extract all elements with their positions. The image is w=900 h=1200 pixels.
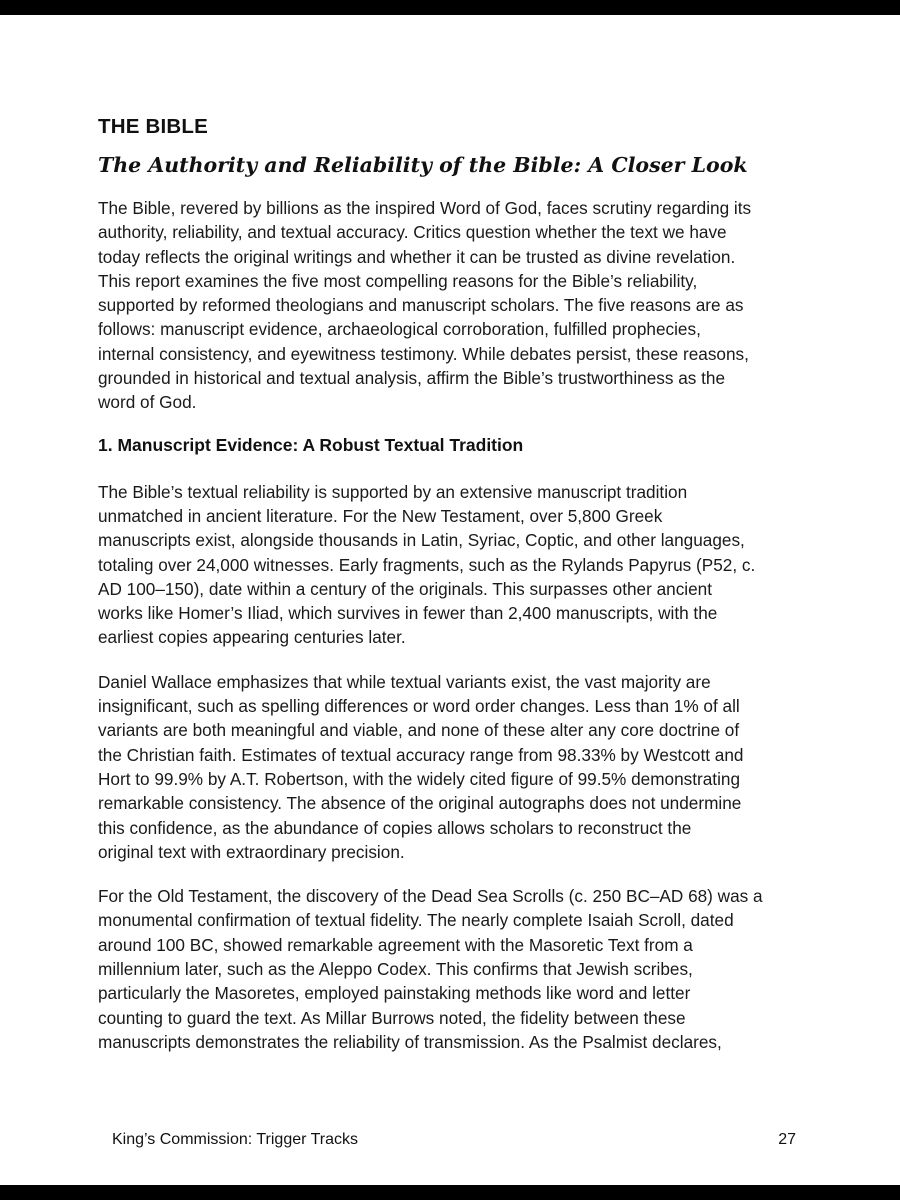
text-line: This report examines the five most compelling reasons for the Bible’s reliability,	[98, 270, 698, 291]
text-line: remarkable consistency. The absence of the original autographs does not undermine	[98, 793, 742, 814]
page-content	[98, 113, 810, 1054]
text-line: monumental confirmation of textual fidelity. The nearly complete Isaiah Scroll, dated	[98, 910, 734, 931]
text-line: unmatched in ancient literature. For the New Testament, over 5,800 Greek	[98, 505, 663, 526]
text-line: Hort to 99.9% by A.T. Robertson, with the widely cited figure of 99.5% demonstrating	[98, 768, 741, 789]
text-line: follows: manuscript evidence, archaeological corroboration, fulfilled prophecies,	[98, 319, 701, 340]
body-paragraph-2	[98, 670, 810, 864]
text-line: original text with extraordinary precision.	[98, 841, 405, 862]
bottom-black-bar	[0, 1185, 900, 1200]
body-paragraph-3	[98, 884, 810, 1054]
text-line: totaling over 24,000 witnesses. Early fragments, such as the Rylands Papyrus (P52, c.	[98, 554, 756, 575]
document-page[interactable]	[0, 15, 900, 1185]
text-line: authority, reliability, and textual accuracy. Critics question whether the text we have	[98, 222, 727, 243]
text-line: particularly the Masoretes, employed painstaking methods like word and letter	[98, 983, 691, 1004]
text-line: The Bible, revered by billions as the inspired Word of God, faces scrutiny regarding its	[98, 198, 752, 218]
text-line: word of God.	[98, 392, 197, 413]
text-line: AD 100–150), date within a century of the originals. This surpasses other ancient	[98, 578, 713, 599]
text-line: The Bible’s textual reliability is supported by an extensive manuscript tradition	[98, 481, 688, 502]
text-line: Daniel Wallace emphasizes that while textual variants exist, the vast majority are	[98, 671, 711, 692]
document-title: The Authority and Reliability of the Bible: A Closer Look	[98, 153, 748, 177]
text-line: grounded in historical and textual analysis, affirm the Bible’s trustworthiness as the	[98, 368, 726, 389]
text-line: the Christian faith. Estimates of textual accuracy range from 98.33% by Westcott and	[98, 744, 744, 765]
text-line: manuscripts exist, alongside thousands in Latin, Syriac, Coptic, and other languages,	[98, 530, 745, 551]
text-line: millennium later, such as the Aleppo Codex. This confirms that Jewish scribes,	[98, 959, 693, 980]
text-line: internal consistency, and eyewitness testimony. While debates persist, these reasons,	[98, 343, 749, 364]
text-line: around 100 BC, showed remarkable agreement with the Masoretic Text from a	[98, 934, 693, 955]
text-line: supported by reformed theologians and manuscript scholars. The five reasons are as	[98, 295, 744, 316]
text-line: For the Old Testament, the discovery of the Dead Sea Scrolls (c. 250 BC–AD 68) was a	[98, 886, 763, 907]
text-line: variants are both meaningful and viable, and none of these alter any core doctrine of	[98, 720, 740, 741]
text-line: this confidence, as the abundance of copies allows scholars to reconstruct the	[98, 817, 692, 838]
section-label: THE BIBLE	[98, 115, 208, 138]
text-line: insignificant, such as spelling differences or word order changes. Less than 1% of all	[98, 696, 740, 717]
footer-page-number: 27	[778, 1131, 796, 1148]
intro-paragraph	[98, 196, 810, 415]
text-line: counting to guard the text. As Millar Burrows noted, the fidelity between these	[98, 1007, 686, 1028]
top-black-bar	[0, 0, 900, 15]
footer-publication-title: King’s Commission: Trigger Tracks	[112, 1131, 358, 1148]
text-line: today reflects the original writings and whether it can be trusted as divine revelation.	[98, 246, 736, 267]
text-line: manuscripts demonstrates the reliability of transmission. As the Psalmist declares,	[98, 1031, 722, 1052]
text-line: works like Homer’s Iliad, which survives in fewer than 2,400 manuscripts, with the	[98, 603, 718, 624]
body-paragraph-1	[98, 480, 810, 650]
text-line: earliest copies appearing centuries later.	[98, 627, 406, 648]
section-heading-manuscript-evidence: 1. Manuscript Evidence: A Robust Textual Tradition	[98, 434, 524, 455]
